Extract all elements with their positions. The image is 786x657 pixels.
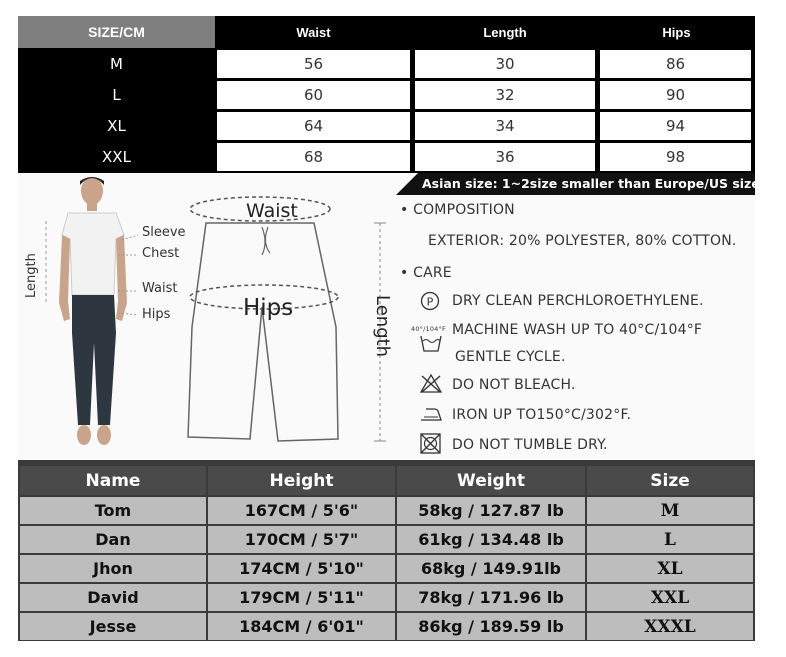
person-size: L [587, 526, 753, 553]
person-size: M [587, 497, 753, 524]
care-dry-clean: DRY CLEAN PERCHLOROETHYLENE. [452, 293, 704, 309]
person-name: Jhon [20, 555, 206, 582]
length-cell: 32 [415, 81, 595, 109]
waist-cell: 56 [217, 50, 410, 78]
waist-cell: 60 [217, 81, 410, 109]
no-tumble-dry-icon [420, 433, 441, 454]
waist-cell: 68 [217, 143, 410, 171]
care-gentle-cycle: GENTLE CYCLE. [455, 349, 566, 365]
person-size: XXXL [587, 613, 753, 640]
people-size-table [18, 460, 755, 641]
size-label: L [112, 86, 121, 104]
length-cell: 36 [415, 143, 595, 171]
model-guides [18, 173, 198, 460]
svg-text:P: P [426, 295, 434, 309]
model-waist-label: Waist [142, 281, 178, 296]
waist-header: Waist [296, 24, 331, 40]
person-name: Jesse [20, 613, 206, 640]
illustration-panel [18, 173, 765, 460]
care-no-bleach: DO NOT BLEACH. [452, 377, 576, 393]
composition-exterior: EXTERIOR: 20% POLYESTER, 80% COTTON. [428, 233, 737, 249]
person-name: David [20, 584, 206, 611]
hips-header: Hips [662, 24, 691, 40]
model-chest-label: Chest [142, 246, 180, 261]
person-size: XL [587, 555, 753, 582]
size-label: XL [107, 117, 126, 135]
care-machine-wash: MACHINE WASH UP TO 40°C/104°F [452, 322, 703, 338]
machine-wash-icon [420, 333, 442, 353]
care-no-tumble-dry: DO NOT TUMBLE DRY. [452, 437, 608, 453]
model-hips-label: Hips [142, 307, 171, 322]
hips-cell: 86 [600, 50, 751, 78]
person-weight: 61kg / 134.48 lb [397, 526, 585, 553]
length-cell: 34 [415, 112, 595, 140]
care-iron: IRON UP TO150°C/302°F. [452, 407, 632, 423]
waist-cell: 64 [217, 112, 410, 140]
hips-cell: 98 [600, 143, 751, 171]
weight-header: Weight [397, 466, 585, 495]
shorts-length-label: Length [372, 295, 393, 358]
size-header: Size [587, 466, 753, 495]
dry-clean-p-icon [420, 291, 440, 311]
person-name: Dan [20, 526, 206, 553]
person-name: Tom [20, 497, 206, 524]
iron-icon [420, 406, 442, 422]
size-label: XXL [102, 148, 131, 166]
shorts-hips-label: Hips [243, 295, 294, 321]
person-height: 167CM / 5'6" [208, 497, 395, 524]
person-size: XXL [587, 584, 753, 611]
model-sleeve-label: Sleeve [142, 225, 186, 240]
length-cell: 30 [415, 50, 595, 78]
size-chart-table [18, 16, 755, 173]
person-weight: 58kg / 127.87 lb [397, 497, 585, 524]
hips-cell: 94 [600, 112, 751, 140]
name-header: Name [20, 466, 206, 495]
person-weight: 86kg / 189.59 lb [397, 613, 585, 640]
asian-size-banner [396, 173, 765, 195]
person-height: 170CM / 5'7" [208, 526, 395, 553]
person-height: 174CM / 5'10" [208, 555, 395, 582]
length-header: Length [483, 24, 527, 40]
size-header: SIZE/CM [18, 16, 215, 48]
banner-text: Asian size: 1~2size smaller than Europe/US size. [422, 176, 765, 191]
size-label: M [110, 55, 123, 73]
model-length-label: Length [24, 253, 39, 298]
height-header: Height [208, 466, 395, 495]
hips-cell: 90 [600, 81, 751, 109]
care-title: • CARE [400, 265, 452, 281]
composition-title: • COMPOSITION [400, 202, 515, 218]
shorts-waist-label: Waist [246, 200, 298, 222]
person-height: 184CM / 6'01" [208, 613, 395, 640]
person-weight: 68kg / 149.91lb [397, 555, 585, 582]
person-height: 179CM / 5'11" [208, 584, 395, 611]
person-weight: 78kg / 171.96 lb [397, 584, 585, 611]
wash-temp-badge: 40°/104°F [411, 325, 446, 333]
no-bleach-icon [420, 373, 442, 393]
